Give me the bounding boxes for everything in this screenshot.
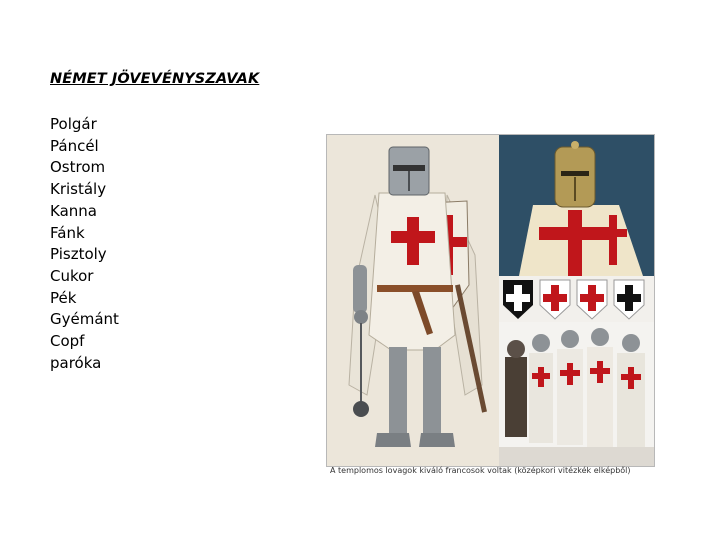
knights-group-photo: [499, 322, 654, 466]
word-item: Ostrom: [50, 158, 106, 177]
templar-figure: [326, 134, 655, 467]
word-item: Kanna: [50, 201, 97, 220]
page-title: NÉMET JÖVEVÉNYSZAVAK: [50, 71, 260, 87]
word-item: Pék: [50, 288, 77, 307]
word-item: paróka: [50, 353, 102, 372]
word-item: Kristály: [50, 180, 107, 199]
templar-helmet-photo: [499, 135, 654, 276]
word-item: Pisztoly: [50, 245, 107, 264]
word-item: Páncél: [50, 136, 99, 155]
word-item: Fánk: [50, 223, 85, 242]
word-item: Polgár: [50, 115, 97, 133]
word-list: [50, 114, 119, 374]
cross-shields: [499, 276, 654, 322]
figure-caption: A templomos lovagok kiváló francosok voltak (középkori vitézkék elképből): [330, 466, 631, 475]
word-item: Copf: [50, 332, 85, 351]
word-item: Gyémánt: [50, 310, 119, 329]
knight-templar-illustration: [327, 135, 499, 466]
word-item: Cukor: [50, 266, 94, 285]
